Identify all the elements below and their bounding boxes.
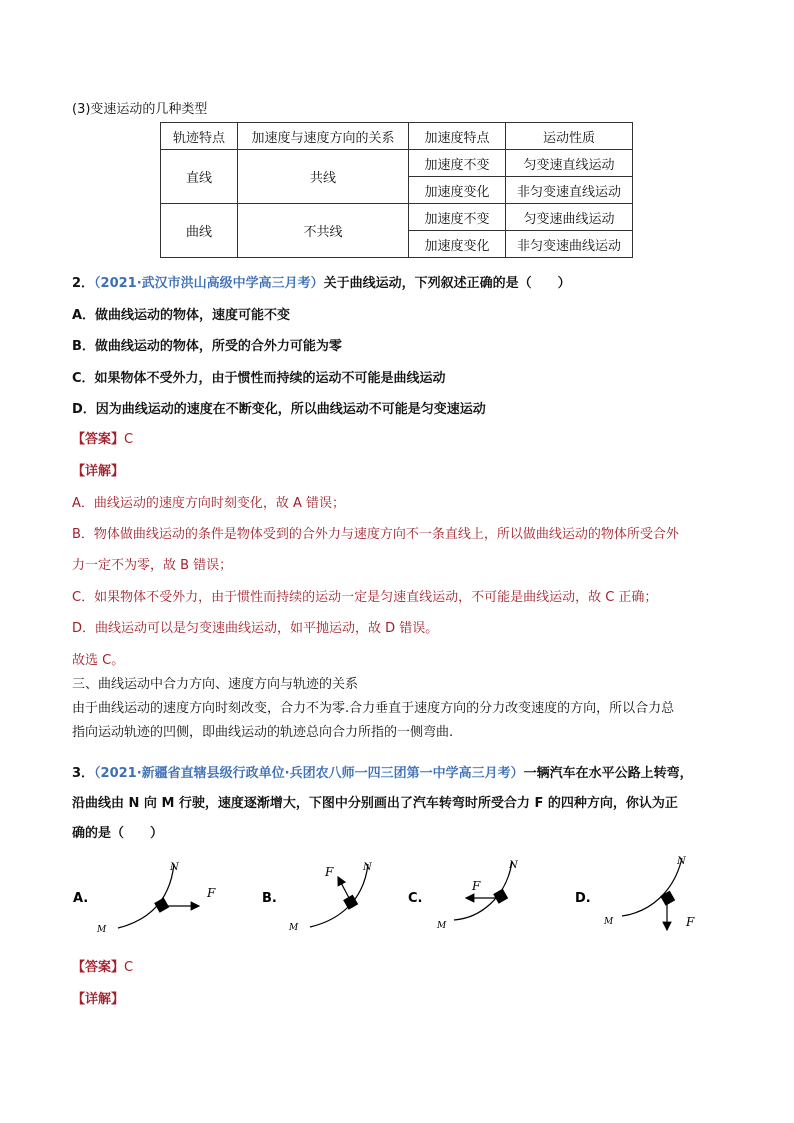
option-a: A．做曲线运动的物体，速度可能不变 bbox=[72, 308, 291, 323]
answer-line bbox=[72, 428, 133, 447]
point-m-label: M bbox=[289, 923, 299, 933]
table-cell: 非匀变速直线运动 bbox=[506, 177, 633, 204]
q3-answer-line bbox=[72, 956, 133, 975]
explanation-b-cont: 力一定不为零，故 B 错误； bbox=[72, 558, 233, 573]
answer-value: C bbox=[124, 432, 134, 447]
force-arrow bbox=[338, 877, 349, 898]
answer-label: 【答案】 bbox=[72, 432, 125, 447]
section-3-body-1: 由于曲线运动的速度方向时刻改变，合力不为零.合力垂直于速度方向的分力改变速度的方向，所以合力总 bbox=[72, 701, 675, 716]
table-cell: 匀变速曲线运动 bbox=[506, 204, 633, 231]
table-row bbox=[161, 204, 633, 231]
detail-label: 【详解】 bbox=[72, 464, 125, 479]
section-heading: (3)变速运动的几种类型 bbox=[72, 102, 208, 117]
option-b: B．做曲线运动的物体，所受的合外力可能为零 bbox=[72, 339, 342, 354]
question-3-stem-line2: 沿曲线由 N 向 M 行驶，速度逐渐增大，下图中分别画出了汽车转弯时所受合力 F 的四种方向，你认为正 bbox=[72, 796, 678, 811]
question-number: 3． bbox=[72, 766, 95, 781]
answer-value: C bbox=[124, 960, 134, 975]
q3-detail-label: 【详解】 bbox=[72, 992, 125, 1007]
figure-b bbox=[262, 862, 373, 933]
table-cell: 加速度不变 bbox=[409, 150, 506, 177]
figure-a bbox=[73, 862, 216, 935]
force-f-label: F bbox=[325, 865, 334, 879]
trajectory-curve bbox=[118, 864, 174, 928]
figure-option-label: C. bbox=[408, 891, 423, 906]
car-block bbox=[660, 891, 675, 906]
figure-option-label: A. bbox=[73, 891, 89, 906]
force-f-label: F bbox=[207, 886, 216, 900]
table-cell: 非匀变速曲线运动 bbox=[506, 231, 633, 258]
table-cell: 不共线 bbox=[238, 204, 409, 258]
figure-c bbox=[408, 860, 519, 931]
option-d: D．因为曲线运动的速度在不断变化，所以曲线运动不可能是匀变速运动 bbox=[72, 402, 486, 417]
point-n-label: N bbox=[677, 856, 686, 867]
table-header-cell: 加速度特点 bbox=[409, 123, 506, 150]
question-2-stem bbox=[72, 272, 571, 291]
table-header-cell: 轨迹特点 bbox=[161, 123, 238, 150]
figure-option-label: D. bbox=[575, 891, 591, 906]
option-c: C．如果物体不受外力，由于惯性而持续的运动不可能是曲线运动 bbox=[72, 371, 446, 386]
section-3-body-2: 指向运动轨迹的凹侧，即曲线运动的轨迹总向合力所指的一侧弯曲. bbox=[72, 725, 454, 740]
table-cell: 加速度变化 bbox=[409, 231, 506, 258]
explanation-d: D．曲线运动可以是匀变速曲线运动，如平抛运动，故 D 错误。 bbox=[72, 621, 439, 636]
car-block bbox=[493, 889, 508, 904]
car-block bbox=[154, 898, 169, 913]
figure-d bbox=[575, 856, 695, 930]
question-number: 2． bbox=[72, 276, 95, 291]
table-cell: 加速度不变 bbox=[409, 204, 506, 231]
motion-types-table bbox=[160, 122, 633, 258]
question-3-stem bbox=[72, 762, 693, 781]
table-header-cell: 运动性质 bbox=[506, 123, 633, 150]
force-direction-figures bbox=[0, 850, 794, 940]
point-n-label: N bbox=[363, 862, 372, 873]
point-m-label: M bbox=[604, 917, 614, 927]
question-source: （2021·武汉市洪山高级中学高三月考） bbox=[94, 276, 324, 291]
trajectory-curve bbox=[622, 858, 682, 916]
table-cell: 曲线 bbox=[161, 204, 238, 258]
table-cell: 匀变速直线运动 bbox=[506, 150, 633, 177]
trajectory-curve bbox=[310, 864, 368, 927]
table-cell: 直线 bbox=[161, 150, 238, 204]
figure-option-label: B. bbox=[262, 891, 277, 906]
table-cell: 共线 bbox=[238, 150, 409, 204]
point-m-label: M bbox=[437, 921, 447, 931]
answer-label: 【答案】 bbox=[72, 960, 125, 975]
table-header-row bbox=[161, 123, 633, 150]
explanation-b: B．物体做曲线运动的条件是物体受到的合外力与速度方向不一条直线上，所以做曲线运动的物体所受合外 bbox=[72, 527, 679, 542]
section-3-title: 三、曲线运动中合力方向、速度方向与轨迹的关系 bbox=[72, 677, 359, 692]
question-text: 一辆汽车在水平公路上转弯， bbox=[523, 766, 693, 781]
force-f-label: F bbox=[686, 915, 695, 929]
question-3-stem-line3: 确的是（ ） bbox=[72, 826, 164, 841]
explanation-a: A．曲线运动的速度方向时刻变化，故 A 错误； bbox=[72, 496, 346, 511]
table-row bbox=[161, 150, 633, 177]
table-cell: 加速度变化 bbox=[409, 177, 506, 204]
table-header-cell: 加速度与速度方向的关系 bbox=[238, 123, 409, 150]
point-n-label: N bbox=[170, 862, 179, 873]
conclusion: 故选 C。 bbox=[72, 653, 125, 668]
force-f-label: F bbox=[472, 879, 481, 893]
point-n-label: N bbox=[509, 860, 518, 871]
question-text: 关于曲线运动，下列叙述正确的是（ ） bbox=[323, 276, 571, 291]
question-source: （2021·新疆省直辖县级行政单位·兵团农八师一四三团第一中学高三月考） bbox=[94, 766, 524, 781]
explanation-c: C．如果物体不受外力，由于惯性而持续的运动一定是匀速直线运动，不可能是曲线运动，故 C 正确； bbox=[72, 590, 658, 605]
point-m-label: M bbox=[97, 925, 107, 935]
